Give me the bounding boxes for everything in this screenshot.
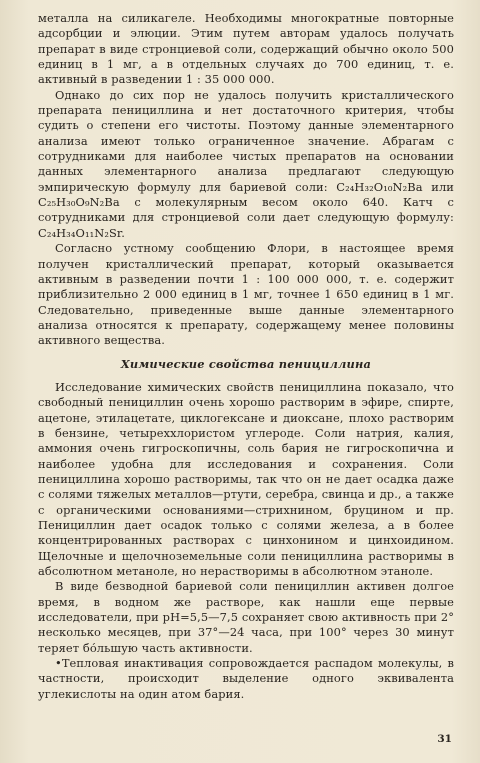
paragraph-elemental-analysis-text: Однако до сих пор не удалось получить кристаллического препарата пенициллина и нет достаточного критерия, чтобы судить о степени его чистоты. Поэтому данные элементарного анализа имеют только ограниченное значение. Абрагам с сотрудниками для наиболее чистых препаратов на основании данных элементарного анализа предлагают следующую эмпирическую формулу для бариевой соли: (38, 87, 454, 194)
formula-strontium: C₂₄H₃₄O₁₁N₂Sr (38, 225, 122, 240)
formula-end: . (121, 225, 125, 240)
formula-barium-2: C₂₅H₃₀O₉N₂Ba (38, 195, 120, 210)
section-heading: Химические свойства пенициллина (120, 356, 372, 371)
formula-barium-1: C₂₄H₃₂O₁₀N₂Ba (336, 179, 423, 194)
formula-connector: или (422, 179, 454, 194)
paragraph-solubility: Исследование химических свойств пенициллина показало, что свободный пенициллин очень хорошо растворим в эфире, спирте, ацетоне, этилацетате, циклогексане и диоксане, плохо растворим в бензине, четыреххлористом углероде. Соли натрия, калия, аммония очень гигроскопичны, соль бария не гигроскопична и наиболее удобна для исследования и сохранения. Соли пенициллина хорошо растворимы, так что он не дает осадка даже с солями тяжелых металлов—ртути, серебра, свинца и др., а также с органическими основаниями—стрихнином, бруцином и пр. Пенициллин дает осадок только с солями железа, а в более концентрированных растворах с цинхонином и цинхоидином. Щелочные и щелочноземельные соли пенициллина растворимы в абсолютном метаноле, но нерастворимы в абсолютном этаноле. (38, 379, 454, 579)
paragraph-inactivation: •Тепловая инактивация сопровождается распадом молекулы, в частности, происходит выделение одного эквивалента углекислоты на один атом бария. (38, 656, 454, 701)
paragraph-florey: Согласно устному сообщению Флори, в настоящее время получен кристаллический препарат, который оказывается активным в разведении почти 1 : 100 000 000, т. е. содержит приблизительно 2 000 единиц в 1 мг, точнее 1 650 единиц в 1 мг. Следовательно, приведенные выше данные элементарного анализа относятся к препарату, содержащему менее половины активного вещества. (38, 241, 454, 348)
paragraph-continued: металла на силикагеле. Необходимы многократные повторные адсорбции и элюции. Этим путем авторам удалось получать препарат в виде стронциевой соли, содержащий обычно около 500 единиц в 1 мг, а в отдельных случаях до 700 единиц, т. е. активный в разведении 1 : 35 000 000. (38, 11, 454, 87)
paragraph-elemental-analysis (38, 88, 454, 241)
body-text (38, 11, 454, 702)
page-number: 31 (437, 733, 452, 745)
paragraph-stability: В виде безводной бариевой соли пенициллин активен долгое время, в водном же растворе, как нашли еще первые исследователи, при pH=5,5—7,5 сохраняет свою активность при 2° несколько месяцев, при 37°—24 часа, при 100° через 30 минут теряет бо́льшую часть активности. (38, 579, 454, 655)
formula-molecular-weight-text: с молекулярным весом около 640. Катч с сотрудниками для стронциевой соли дает следующую формулу: (38, 195, 454, 225)
